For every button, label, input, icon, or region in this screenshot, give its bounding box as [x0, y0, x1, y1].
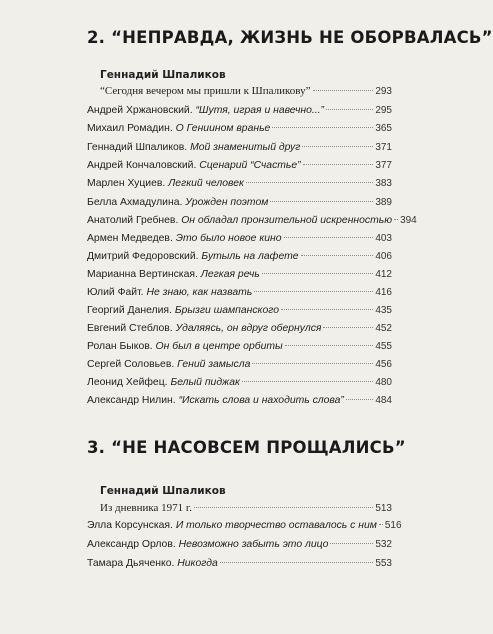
entry-title: И только творчество оставалось с ним	[175, 520, 377, 531]
page-number: 532	[375, 539, 392, 550]
page-number: 389	[375, 197, 392, 208]
entry-title: Это было новое кино	[175, 233, 282, 244]
toc-entry[interactable]	[87, 196, 392, 210]
section-title: 3. “НЕ НАСОВСЕМ ПРОЩАЛИСЬ”	[87, 438, 406, 457]
dot-leader	[242, 381, 373, 382]
dot-leader	[281, 309, 373, 310]
toc-entry[interactable]	[87, 322, 392, 336]
entry-author: Юлий Файт.	[87, 287, 144, 298]
entry-author: Дмитрий Федоровский.	[87, 251, 199, 262]
entry-title: Урожден поэтом	[185, 197, 269, 208]
entry-title: Мой знаменитый друг	[190, 142, 301, 153]
entry-title: Он обладал пронзительной искренностью	[181, 215, 393, 226]
entry-author: Марлен Хуциев.	[87, 178, 166, 189]
entry-author: Леонид Хейфец.	[87, 377, 168, 388]
toc-entry[interactable]	[87, 122, 392, 136]
entry-title: Он был в центре орбиты	[155, 341, 283, 352]
dot-leader	[302, 146, 373, 147]
dot-leader	[246, 182, 373, 183]
entry-title: Невозможно забыть это лицо	[178, 539, 329, 550]
toc-entry[interactable]	[87, 250, 392, 264]
entry-title: Белый пиджак	[170, 377, 240, 388]
entry-title: Легкий человек	[168, 178, 244, 189]
page-number: 383	[375, 178, 392, 189]
toc-entry[interactable]	[87, 376, 392, 390]
entry-title: “Сегодня вечером мы пришли к Шпаликову”	[100, 85, 311, 97]
dot-leader	[262, 273, 374, 274]
dot-leader	[303, 164, 374, 165]
page-number: 293	[375, 86, 392, 97]
entry-title: “Шутя, играя и навечно...”	[195, 105, 324, 116]
dot-leader	[194, 507, 373, 508]
page-number: 452	[375, 323, 392, 334]
dot-leader	[272, 127, 373, 128]
entry-title: Легкая речь	[200, 269, 260, 280]
entry-author: Евгений Стеблов.	[87, 323, 173, 334]
page-number: 377	[375, 160, 392, 171]
page-number: 553	[375, 558, 392, 569]
entry-author: Михаил Ромадин.	[87, 123, 173, 134]
dot-leader	[254, 291, 373, 292]
dot-leader	[285, 345, 374, 346]
dot-leader	[379, 524, 383, 525]
entry-title: Не знаю, как назвать	[146, 287, 253, 298]
entry-author: Александр Нилин.	[87, 395, 176, 406]
page-number: 406	[375, 251, 392, 262]
entry-title: “Искать слова и находить слова”	[178, 395, 344, 406]
dot-leader	[394, 219, 398, 220]
entry-author: Марианна Вертинская.	[87, 269, 198, 280]
entry-author: Геннадий Шпаликов.	[87, 142, 188, 153]
toc-entry[interactable]	[100, 501, 392, 515]
dot-leader	[220, 562, 374, 563]
entry-author: Анатолий Гребнев.	[87, 215, 179, 226]
page-number: 513	[375, 503, 392, 514]
toc-entry[interactable]	[87, 538, 392, 552]
entry-author: Белла Ахмадулина.	[87, 197, 183, 208]
entry-author: Тамара Дьяченко.	[87, 558, 175, 569]
dot-leader	[313, 90, 374, 91]
toc-entry[interactable]	[87, 340, 392, 354]
entry-author: Александр Орлов.	[87, 539, 176, 550]
section-author: Геннадий Шпаликов	[100, 485, 226, 497]
entry-author: Андрей Кончаловский.	[87, 160, 197, 171]
dot-leader	[326, 109, 373, 110]
entry-title: О Гениином вранье	[175, 123, 271, 134]
entry-author: Андрей Хржановский.	[87, 105, 193, 116]
section-title: 2. “НЕПРАВДА, ЖИЗНЬ НЕ ОБОРВАЛАСЬ”	[87, 28, 493, 47]
page-number: 371	[375, 142, 392, 153]
toc-entry[interactable]	[87, 214, 417, 228]
dot-leader	[270, 201, 373, 202]
page-number: 403	[375, 233, 392, 244]
entry-title: Сценарий “Счастье”	[199, 160, 301, 171]
page-number: 435	[375, 305, 392, 316]
page-number: 455	[375, 341, 392, 352]
entry-title: Никогда	[177, 558, 218, 569]
section-author: Геннадий Шпаликов	[100, 69, 226, 81]
entry-author: Ролан Быков.	[87, 341, 153, 352]
toc-entry[interactable]	[87, 304, 392, 318]
dot-leader	[284, 237, 374, 238]
page-number: 412	[375, 269, 392, 280]
dot-leader	[346, 399, 373, 400]
toc-entry[interactable]	[87, 104, 392, 118]
toc-entry[interactable]	[100, 84, 392, 98]
entry-title: Из дневника 1971 г.	[100, 502, 192, 514]
entry-title: Бутыль на лафете	[201, 251, 299, 262]
toc-entry[interactable]	[87, 141, 392, 155]
toc-entry[interactable]	[87, 519, 402, 533]
page-number: 365	[375, 123, 392, 134]
page-number: 295	[375, 105, 392, 116]
page-number: 484	[375, 395, 392, 406]
toc-entry[interactable]	[87, 286, 392, 300]
entry-author: Сергей Соловьев.	[87, 359, 175, 370]
entry-author: Георгий Данелия.	[87, 305, 172, 316]
toc-entry[interactable]	[87, 358, 392, 372]
dot-leader	[301, 255, 374, 256]
page-number: 516	[384, 520, 402, 531]
entry-title: Гений замысла	[177, 359, 251, 370]
page-number: 480	[375, 377, 392, 388]
entry-title: Брызги шампанского	[174, 305, 280, 316]
entry-title: Удаляясь, он вдруг обернулся	[175, 323, 322, 334]
page-number: 394	[400, 215, 417, 226]
toc-entry[interactable]	[87, 394, 392, 408]
toc-entry[interactable]	[87, 159, 392, 173]
page-number: 456	[375, 359, 392, 370]
page-number: 416	[375, 287, 392, 298]
entry-author: Армен Медведев.	[87, 233, 173, 244]
toc-entry[interactable]	[87, 232, 392, 246]
toc-entry[interactable]	[87, 177, 392, 191]
entry-author: Элла Корсунская.	[87, 520, 173, 531]
dot-leader	[323, 327, 373, 328]
toc-entry[interactable]	[87, 268, 392, 282]
dot-leader	[330, 543, 373, 544]
dot-leader	[252, 363, 373, 364]
toc-entry[interactable]	[87, 557, 392, 571]
